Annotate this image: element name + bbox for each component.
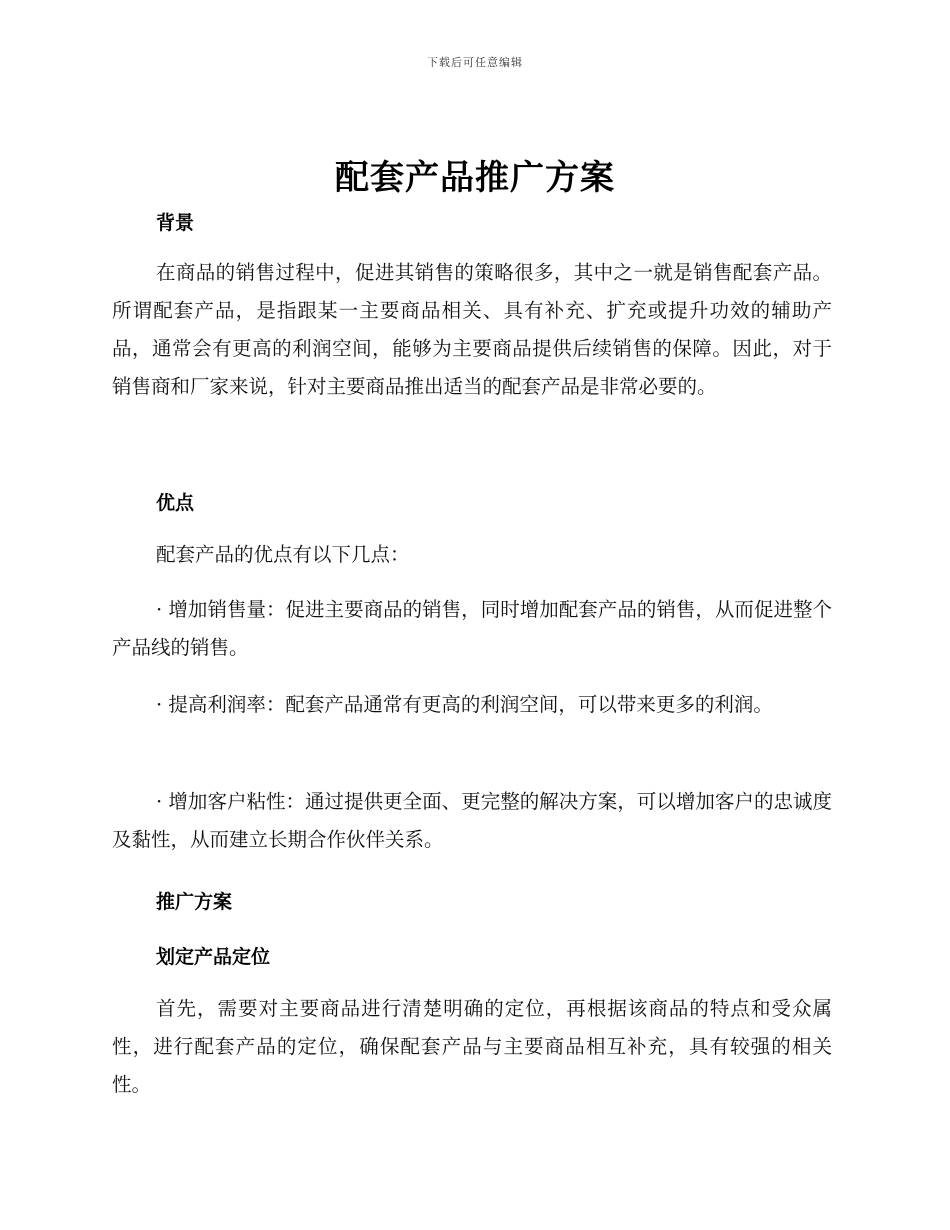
heading-plan: 推广方案 — [156, 891, 233, 913]
list-item-advantage-sales: · 增加销售量：促进主要商品的销售，同时增加配套产品的销售，从而促进整个产品线的销售。 — [112, 598, 832, 659]
heading-advantages: 优点 — [156, 492, 195, 514]
list-item-advantage-loyalty: · 增加客户粘性：通过提供更全面、更完整的解决方案，可以增加客户的忠诚度及黏性，从而建立长期合作伙伴关系。 — [112, 790, 832, 851]
header-note: 下载后可任意编辑 — [427, 56, 523, 69]
list-item-advantage-profit: · 提高利润率：配套产品通常有更高的利润空间，可以带来更多的利润。 — [156, 693, 773, 716]
document-title: 配套产品推广方案 — [335, 158, 615, 198]
heading-positioning: 划定产品定位 — [156, 946, 271, 968]
paragraph-advantages-intro: 配套产品的优点有以下几点： — [156, 543, 410, 566]
heading-background: 背景 — [156, 212, 195, 234]
paragraph-background: 在商品的销售过程中，促进其销售的策略很多，其中之一就是销售配套产品。所谓配套产品，是指跟某一主要商品相关、具有补充、扩充或提升功效的辅助产品，通常会有更高的利润空间，能够为主要商品提供后续销售的保障。因此，对于销售商和厂家来说，针对主要商品推出适当的配套产品是非常必要的。 — [112, 261, 832, 398]
paragraph-positioning: 首先，需要对主要商品进行清楚明确的定位，再根据该商品的特点和受众属性，进行配套产品的定位，确保配套产品与主要商品相互补充，具有较强的相关性。 — [112, 997, 832, 1096]
